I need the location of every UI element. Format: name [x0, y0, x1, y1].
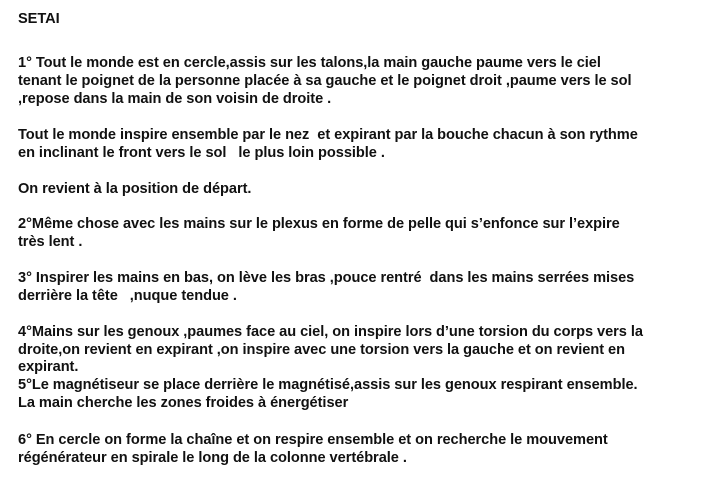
paragraph-6-line-3: expirant. — [18, 359, 79, 375]
paragraph-4-line-2: très lent . — [18, 234, 83, 250]
paragraph-6-line-5: La main cherche les zones froides à énergétiser — [18, 395, 349, 411]
paragraph-4-line-1: 2°Même chose avec les mains sur le plexus en forme de pelle qui s’enfonce sur l’expire — [18, 216, 620, 232]
paragraph-1-line-3: ,repose dans la main de son voisin de droite . — [18, 91, 332, 107]
paragraph-3-line-1: On revient à la position de départ. — [18, 181, 252, 197]
paragraph-2-line-1: Tout le monde inspire ensemble par le nez et expirant par la bouche chacun à son rythme — [18, 127, 638, 143]
paragraph-1-line-1: 1° Tout le monde est en cercle,assis sur les talons,la main gauche paume vers le ciel — [18, 55, 601, 71]
document-title: SETAI — [18, 11, 60, 27]
paragraph-7-line-1: 6° En cercle on forme la chaîne et on respire ensemble et on recherche le mouvement — [18, 432, 608, 448]
paragraph-6-line-2: droite,on revient en expirant ,on inspire avec une torsion vers la gauche et on revient en — [18, 342, 625, 358]
paragraph-6-line-4: 5°Le magnétiseur se place derrière le magnétisé,assis sur les genoux respirant ensemble. — [18, 377, 638, 393]
paragraph-5-line-2: derrière la tête ,nuque tendue . — [18, 288, 237, 304]
paragraph-2-line-2: en inclinant le front vers le sol le plus loin possible . — [18, 145, 385, 161]
paragraph-1-line-2: tenant le poignet de la personne placée à sa gauche et le poignet droit ,paume vers le sol — [18, 73, 632, 89]
paragraph-5-line-1: 3° Inspirer les mains en bas, on lève les bras ,pouce rentré dans les mains serrées mises — [18, 270, 635, 286]
paragraph-6-line-1: 4°Mains sur les genoux ,paumes face au ciel, on inspire lors d’une torsion du corps vers la — [18, 324, 643, 340]
paragraph-7-line-2: régénérateur en spirale le long de la colonne vertébrale . — [18, 450, 407, 466]
